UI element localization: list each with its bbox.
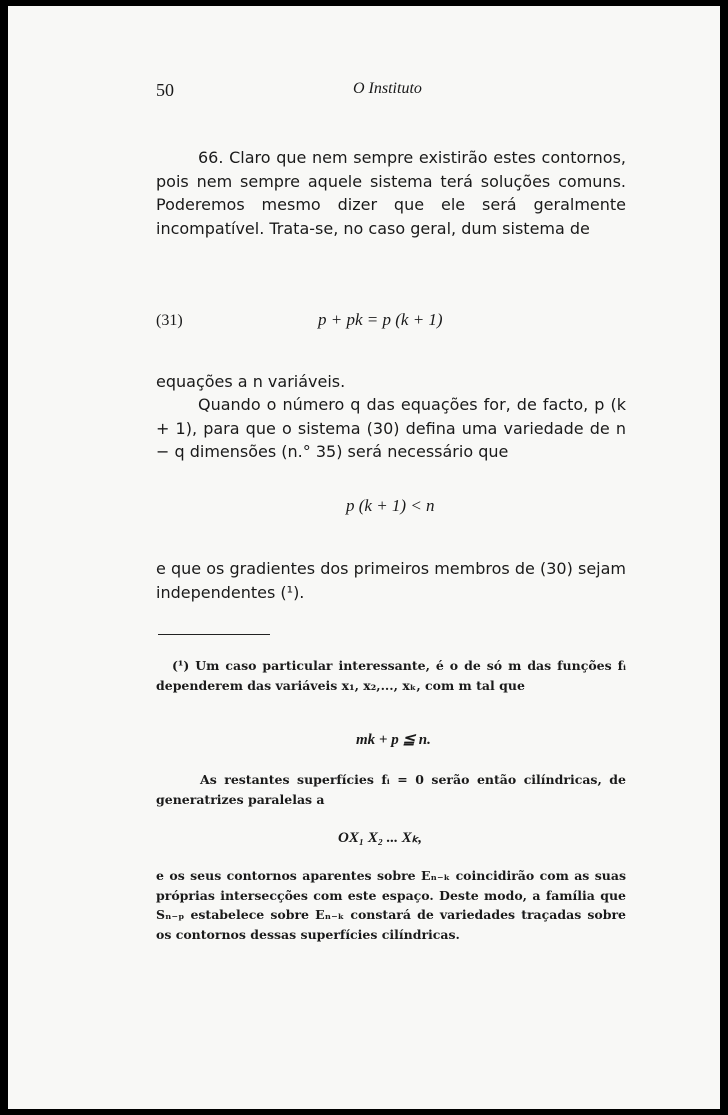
footnote-equation-2: OX₁ X₂ ... Xₖ, bbox=[338, 830, 422, 846]
paragraph-quando: Quando o número q das equações for, de facto, p (k + 1), para que o sistema (30) defina uma variedade de n − q dimensões (n.° 35) será necessário que bbox=[156, 395, 626, 461]
equation-31-label: (31) bbox=[156, 312, 183, 329]
footnote-equation-1: mk + p ≦ n. bbox=[356, 732, 431, 748]
book-page bbox=[8, 6, 720, 1109]
paragraph-gradients: e que os gradientes dos primeiros membros de (30) sejam independentes (¹). bbox=[156, 559, 626, 602]
paragraph-variables: equações a n variáveis. bbox=[156, 372, 346, 391]
paragraph-66: 66. Claro que nem sempre existirão estes contornos, pois nem sempre aquele sistema terá soluções comuns. Poderemos mesmo dizer que ele será geralmente incompatível. Trata-se, no caso geral, dum sistema de bbox=[156, 148, 626, 238]
inequality: p (k + 1) < n bbox=[346, 496, 435, 515]
page-number: 50 bbox=[156, 80, 174, 100]
equation-31: p + pk = p (k + 1) bbox=[318, 310, 443, 329]
footnote-text-3: e os seus contornos aparentes sobre Eₙ₋ₖ coincidirão com as suas próprias intersecções com este espaço. Deste modo, a família que Sₙ₋ₚ estabelece sobre Eₙ₋ₖ constará de variedades traçadas sobre os contornos dessas superfícies cilíndricas. bbox=[156, 868, 626, 942]
footnote-text-1: (¹) Um caso particular interessante, é o de só m das funções fᵢ dependerem das variáveis x₁, x₂,..., xₖ, com m tal que bbox=[156, 658, 626, 693]
footnote-rule bbox=[158, 634, 270, 635]
footnote-text-2: As restantes superfícies fᵢ = 0 serão então cilíndricas, de generatrizes paralelas a bbox=[156, 772, 626, 807]
running-title: O Instituto bbox=[353, 80, 422, 97]
